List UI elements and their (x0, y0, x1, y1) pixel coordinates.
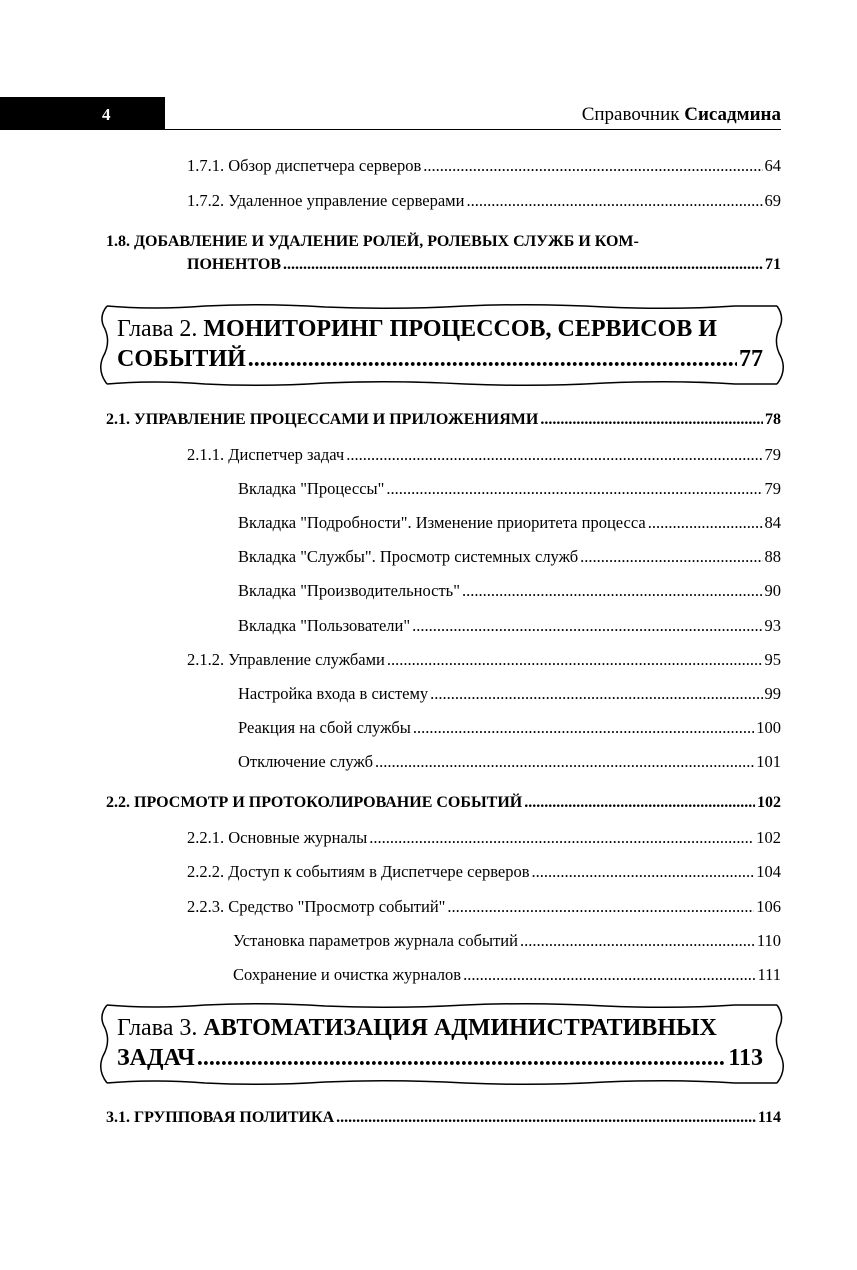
leader-dots (524, 794, 755, 812)
leader-dots (413, 718, 754, 738)
leader-dots (387, 650, 763, 670)
toc-entry-tab-services: Вкладка "Службы". Просмотр системных служб ..... 88 (238, 547, 781, 567)
leader-dots (336, 1109, 756, 1127)
toc-entry-1-8-line2: ПОНЕНТОВ ..... 71 (187, 256, 781, 274)
chapter-2-title-line1: Глава 2. МОНИТОРИНГ ПРОЦЕССОВ, СЕРВИСОВ И (117, 316, 717, 342)
toc-entry-2-2-2: 2.2.2. Доступ к событиям в Диспетчере серверов ..... 104 (187, 862, 781, 882)
toc-entry-3-1: 3.1. ГРУППОВАЯ ПОЛИТИКА ..... 114 (106, 1109, 781, 1127)
leader-dots (197, 1045, 727, 1072)
toc-entry-tab-users: Вкладка "Пользователи" ..... 93 (238, 616, 781, 636)
leader-dots (346, 445, 762, 465)
toc-entry-disable-services: Отключение служб ..... 101 (238, 752, 781, 772)
leader-dots (447, 897, 754, 917)
leader-dots (580, 547, 762, 567)
toc-entry-1-7-1: 1.7.1. Обзор диспетчера серверов ..... 64 (187, 156, 781, 176)
toc-entry-tab-processes: Вкладка "Процессы" ..... 79 (238, 479, 781, 499)
leader-dots (283, 256, 763, 274)
chapter-3-title-line1: Глава 3. АВТОМАТИЗАЦИЯ АДМИНИСТРАТИВНЫХ (117, 1015, 717, 1041)
leader-dots (463, 965, 755, 985)
leader-dots (386, 479, 762, 499)
header-rule (165, 129, 781, 130)
toc-entry-2-1-2: 2.1.2. Управление службами ..... 95 (187, 650, 781, 670)
toc-entry-log-params: Установка параметров журнала событий ..... 110 (233, 931, 781, 951)
toc-entry-2-2-3: 2.2.3. Средство "Просмотр событий" ..... 106 (187, 897, 781, 917)
leader-dots (520, 931, 755, 951)
leader-dots (466, 191, 762, 211)
chapter-3-title-line2: ЗАДАЧ ..... 113 (117, 1045, 763, 1072)
page-number: 4 (102, 105, 111, 124)
leader-dots (423, 156, 762, 176)
header-black-bar (0, 97, 165, 130)
leader-dots (532, 862, 755, 882)
toc-entry-tab-performance: Вкладка "Производительность" ..... 90 (238, 581, 781, 601)
chapter-3-frame (95, 1002, 785, 1086)
toc-entry-service-failure: Реакция на сбой службы ..... 100 (238, 718, 781, 738)
leader-dots (462, 581, 763, 601)
toc-entry-log-save: Сохранение и очистка журналов ..... 111 (233, 965, 781, 985)
leader-dots (430, 684, 762, 704)
chapter-2-title-line2: СОБЫТИЙ ..... 77 (117, 346, 763, 373)
leader-dots (412, 616, 762, 636)
leader-dots (369, 828, 754, 848)
leader-dots (248, 346, 737, 373)
running-header-title: Справочник Сисадмина (581, 104, 781, 125)
chapter-2-frame (95, 303, 785, 387)
toc-entry-tab-details: Вкладка "Подробности". Изменение приоритета процесса ..... 84 (238, 513, 781, 533)
toc-entry-1-8-line1: 1.8. ДОБАВЛЕНИЕ И УДАЛЕНИЕ РОЛЕЙ, РОЛЕВЫХ СЛУЖБ И КОМ- (106, 233, 639, 250)
toc-entry-2-2: 2.2. ПРОСМОТР И ПРОТОКОЛИРОВАНИЕ СОБЫТИЙ ..... 102 (106, 794, 781, 812)
toc-entry-2-1: 2.1. УПРАВЛЕНИЕ ПРОЦЕССАМИ И ПРИЛОЖЕНИЯМИ ..... 78 (106, 411, 781, 429)
leader-dots (540, 411, 763, 429)
toc-entry-1-7-2: 1.7.2. Удаленное управление серверами ..... 69 (187, 191, 781, 211)
toc-entry-2-2-1: 2.2.1. Основные журналы ..... 102 (187, 828, 781, 848)
toc-entry-2-1-1: 2.1.1. Диспетчер задач ..... 79 (187, 445, 781, 465)
toc-entry-login-setup: Настройка входа в систему ..... 99 (238, 684, 781, 704)
leader-dots (648, 513, 763, 533)
leader-dots (375, 752, 754, 772)
